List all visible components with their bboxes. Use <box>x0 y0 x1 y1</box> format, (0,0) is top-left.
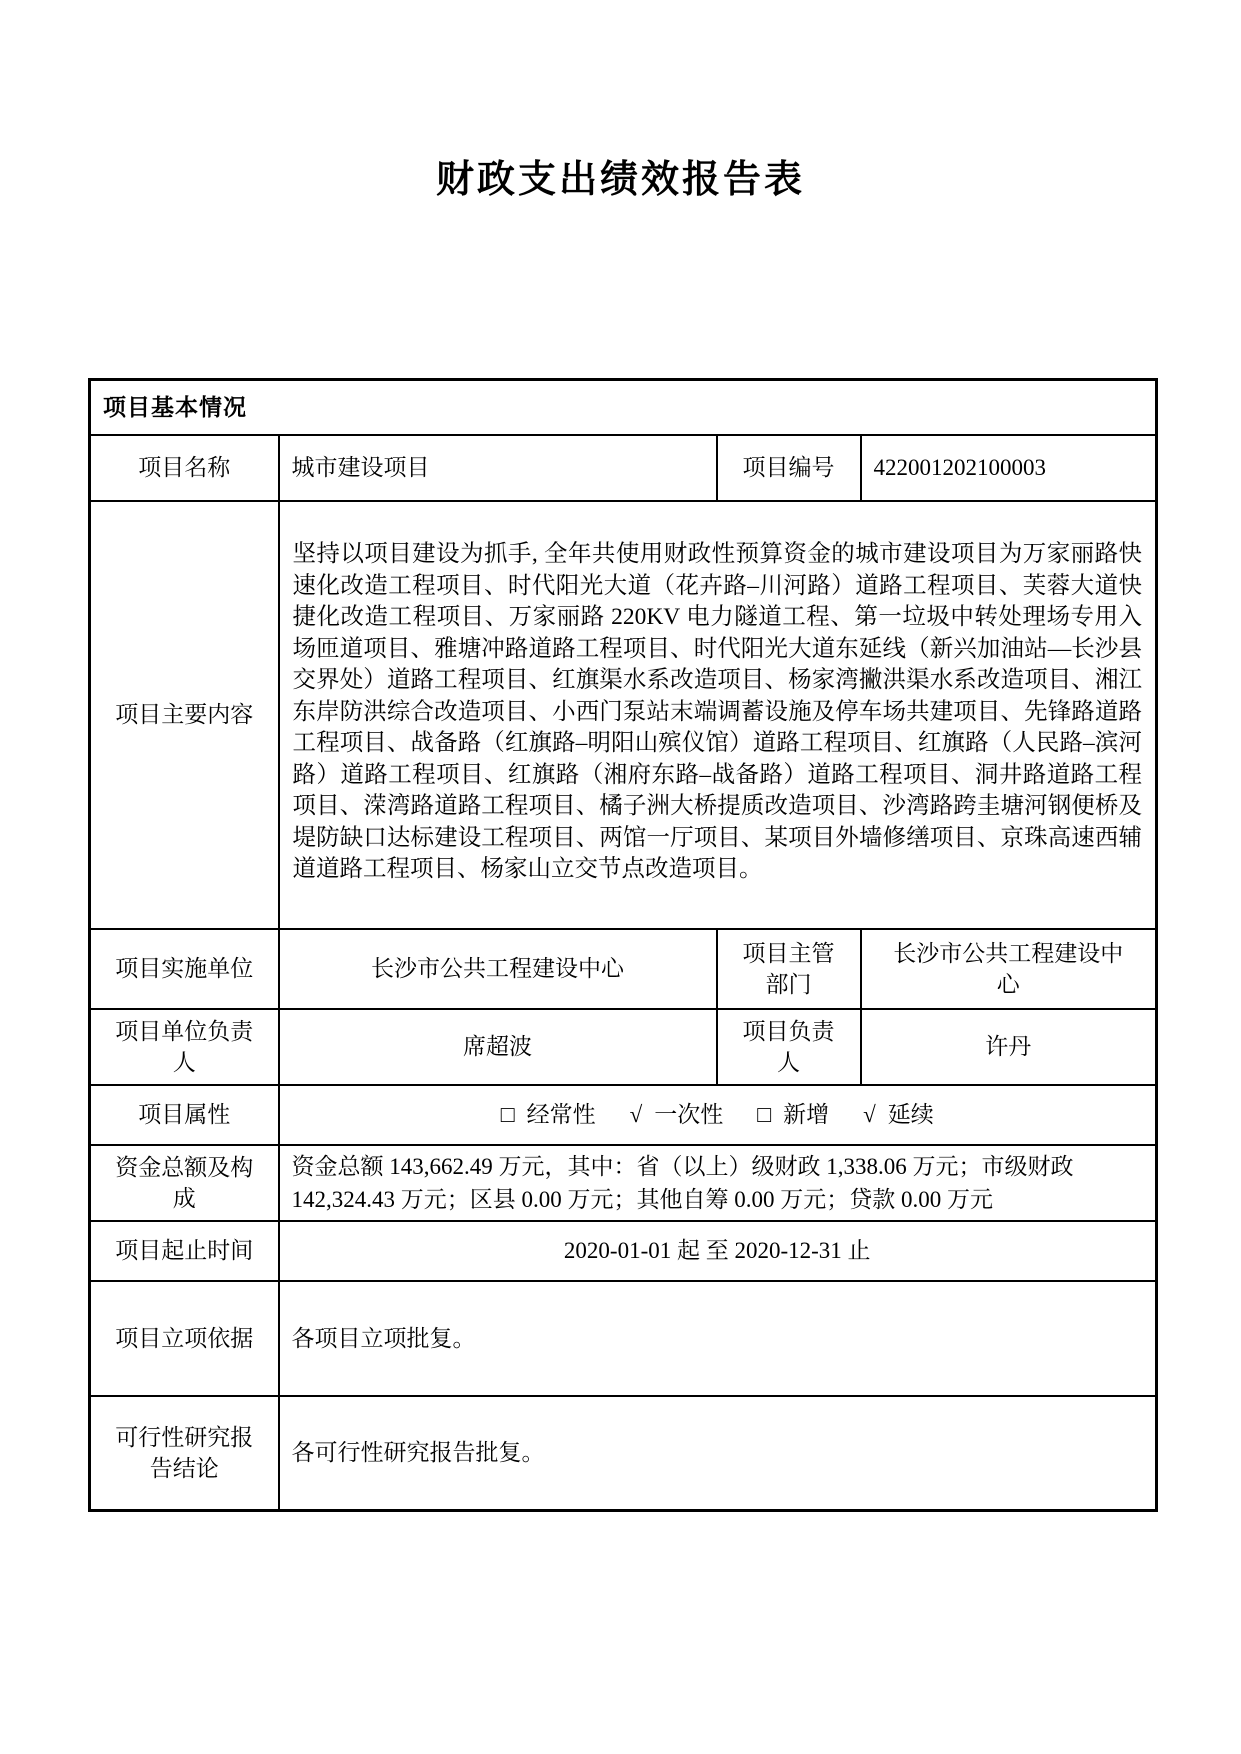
empty-checkbox-icon: □ <box>500 1102 515 1127</box>
project-name-value: 城市建设项目 <box>279 435 717 501</box>
check-mark-icon: √ <box>863 1102 876 1127</box>
unit-head-value: 席超波 <box>279 1009 717 1085</box>
attribute-option-label: 新增 <box>783 1102 830 1127</box>
supervising-dept-label: 项目主管部门 <box>717 929 861 1009</box>
attribute-option-label: 延续 <box>887 1102 934 1127</box>
feasibility-label: 可行性研究报告结论 <box>90 1396 279 1511</box>
funding-label: 资金总额及构成 <box>90 1145 279 1221</box>
attribute-option-label: 经常性 <box>526 1102 596 1127</box>
project-attributes-label: 项目属性 <box>90 1085 279 1145</box>
table-row <box>90 1221 1157 1281</box>
attribute-option-label: 一次性 <box>654 1102 724 1127</box>
supervising-dept-value: 长沙市公共工程建设中心 <box>861 929 1157 1009</box>
approval-basis-value: 各项目立项批复。 <box>279 1281 1157 1396</box>
implementing-unit-label: 项目实施单位 <box>90 929 279 1009</box>
empty-checkbox-icon: □ <box>757 1102 772 1127</box>
attribute-option-unchecked <box>501 1099 596 1130</box>
duration-value: 2020-01-01 起 至 2020-12-31 止 <box>279 1221 1157 1281</box>
unit-head-label: 项目单位负责人 <box>90 1009 279 1085</box>
project-head-value: 许丹 <box>861 1009 1157 1085</box>
main-content-cell <box>279 501 1157 929</box>
section-header: 项目基本情况 <box>90 380 1157 435</box>
project-attributes-options <box>281 1099 1155 1130</box>
main-content-label: 项目主要内容 <box>90 501 279 929</box>
table-row <box>90 1145 1157 1221</box>
project-code-label: 项目编号 <box>717 435 861 501</box>
table-row <box>90 1009 1157 1085</box>
document-title: 财政支出绩效报告表 <box>435 159 805 201</box>
table-row <box>90 435 1157 501</box>
table-row <box>90 380 1157 435</box>
main-content-value: 坚持以项目建设为抓手, 全年共使用财政性预算资金的城市建设项目为万家丽路快速化改造工程项目、时代阳光大道（花卉路–川河路）道路工程项目、芙蓉大道快捷化改造工程项目、万家丽路 220KV 电力隧道工程、第一垃圾中转处理场专用入场匝道项目、雅塘冲路道路工程项目、时代阳光大道东延线（新兴加油站—长沙县交界处）道路工程项目、红旗渠水系改造项目、杨家湾撇洪渠水系改造项目、湘江东岸防洪综合改造项目、小西门泵站末端调蓄设施及停车场共建项目、先锋路道路工程项目、战备路（红旗路–明阳山殡仪馆）道路工程项目、红旗路（人民路–滨河路）道路工程项目、红旗路（湘府东路–战备路）道路工程项目、洞井路道路工程项目、溁湾路道路工程项目、橘子洲大桥提质改造项目、沙湾路跨圭塘河钢便桥及堤防缺口达标建设工程项目、两馆一厅项目、某项目外墙修缮项目、京珠高速西辅道道路工程项目、杨家山立交节点改造项目。 <box>292 541 1142 883</box>
implementing-unit-value: 长沙市公共工程建设中心 <box>279 929 717 1009</box>
project-name-label: 项目名称 <box>90 435 279 501</box>
funding-cell <box>279 1145 1157 1221</box>
funding-value: 资金总额 143,662.49 万元，其中：省（以上）级财政 1,338.06 万元；市级财政 142,324.43 万元；区县 0.00 万元；其他自筹 0.00 万元；贷款 0.00 万元 <box>291 1153 1074 1212</box>
table-row <box>90 929 1157 1009</box>
check-mark-icon: √ <box>629 1102 643 1127</box>
project-attributes-cell <box>279 1085 1157 1145</box>
duration-label: 项目起止时间 <box>90 1221 279 1281</box>
project-basic-info-table <box>88 378 1158 1512</box>
table-row <box>90 501 1157 929</box>
attribute-option-checked <box>863 1099 934 1130</box>
feasibility-value: 各可行性研究报告批复。 <box>279 1396 1157 1511</box>
project-head-label: 项目负责人 <box>717 1009 861 1085</box>
project-code-value: 422001202100003 <box>861 435 1157 501</box>
attribute-option-unchecked <box>757 1099 829 1130</box>
table-row <box>90 1396 1157 1511</box>
approval-basis-label: 项目立项依据 <box>90 1281 279 1396</box>
attribute-option-checked <box>630 1099 724 1130</box>
table-row <box>90 1085 1157 1145</box>
table-row <box>90 1281 1157 1396</box>
